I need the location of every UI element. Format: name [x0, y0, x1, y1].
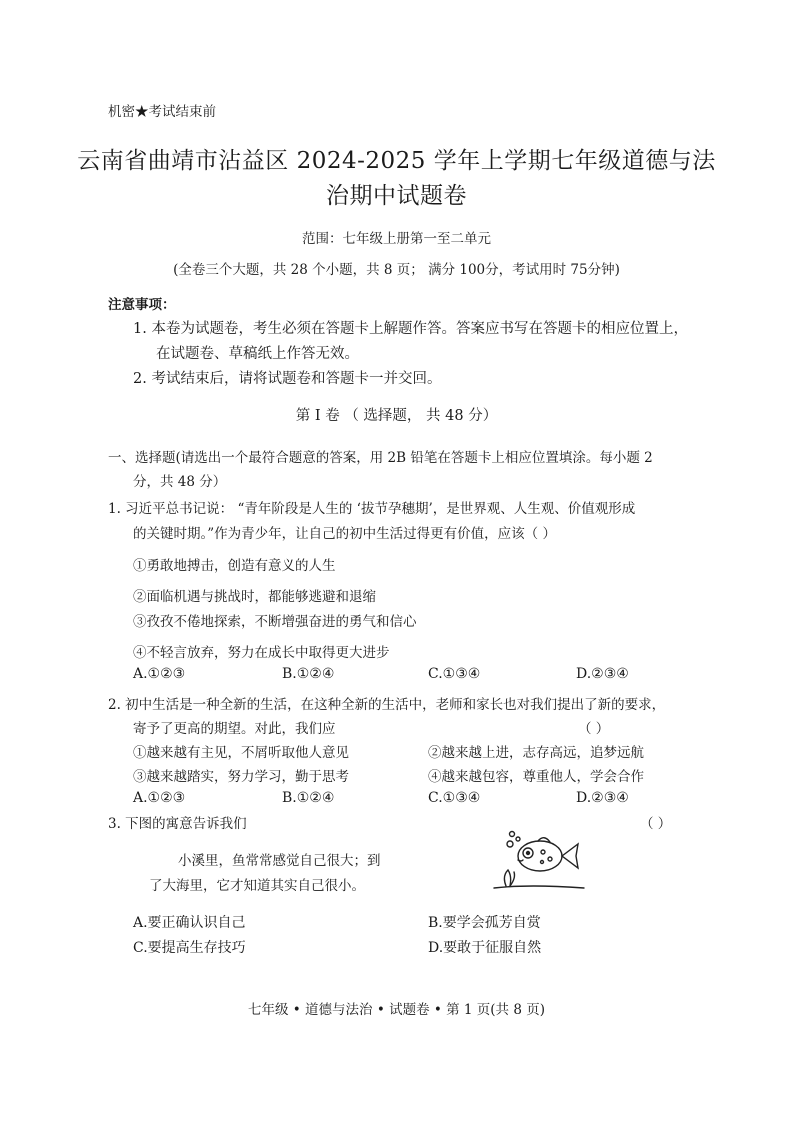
notice-item-1-line1: 1. 本卷为试题卷，考生必须在答题卡上解题作答。答案应书写在答题卡的相应位置上， — [133, 321, 688, 337]
q3-option-b: B.要学会孤芳自赏 — [428, 915, 541, 931]
section-1-title: 第 I 卷 （ 选择题， 共 48 分） — [295, 408, 498, 424]
q2-option-b: B.①②④ — [282, 790, 335, 806]
q2-stem-line1: 2. 初中生活是一种全新的生活，在这种全新的生活中，老师和家长也对我们提出了新的要求， — [108, 697, 666, 713]
q2-item-2: ②越来越上进，志存高远，追梦远航 — [428, 745, 644, 761]
q1-stem-line1: 1. 习近平总书记说： “青年阶段是人生的 ‘拔节孕穗期’，是世界观、人生观、价值观形成 — [108, 501, 636, 517]
exam-title-line2: 治期中试题卷 — [326, 183, 467, 209]
q2-answer-paren: （ ） — [578, 721, 610, 737]
q2-item-1: ①越来越有主见，不屑听取他人意见 — [133, 745, 349, 761]
q1-stem-line2: 的关键时期。”作为青少年，让自己的初中生活过得更有价值，应该（ ） — [133, 526, 556, 542]
secret-label: 机密★考试结束前 — [108, 104, 216, 120]
q3-answer-paren: （ ） — [640, 816, 672, 832]
part-1-instruction-line2: 分，共 48 分） — [133, 474, 227, 490]
q3-stem: 3. 下图的寓意告诉我们 — [108, 816, 247, 832]
q2-option-c: C.①③④ — [428, 790, 481, 806]
q1-option-c: C.①③④ — [428, 666, 481, 682]
q2-option-d: D.②③④ — [576, 790, 629, 806]
q3-option-d: D.要敢于征服自然 — [428, 940, 542, 956]
q1-item-2: ②面临机遇与挑战时，都能够逃避和退缩 — [133, 589, 376, 605]
notice-item-1-line2: 在试题卷、草稿纸上作答无效。 — [156, 346, 359, 362]
q1-option-d: D.②③④ — [576, 666, 629, 682]
q3-caption-line2: 了大海里，它才知道其实自己很小。 — [149, 878, 365, 894]
q1-option-a: A.①②③ — [133, 666, 186, 682]
part-1-instruction-line1: 一、选择题(请选出一个最符合题意的答案，用 2B 铅笔在答题卡上相应位置填涂。每小题 2 — [108, 450, 653, 466]
q1-item-4: ④不轻言放弃，努力在成长中取得更大进步 — [133, 645, 390, 661]
q2-item-4: ④越来越包容，尊重他人，学会合作 — [428, 769, 644, 785]
q2-stem-line2: 寄予了更高的期望。对此，我们应 — [133, 721, 336, 737]
q1-item-1: ①勇敢地搏击，创造有意义的人生 — [133, 558, 336, 574]
q3-option-c: C.要提高生存技巧 — [133, 940, 246, 956]
q1-option-b: B.①②④ — [282, 666, 335, 682]
notice-item-2: 2. 考试结束后，请将试题卷和答题卡一并交回。 — [133, 371, 442, 387]
q2-option-a: A.①②③ — [133, 790, 186, 806]
page-footer: 七年级 • 道德与法治 • 试题卷 • 第 1 页(共 8 页) — [247, 1002, 545, 1018]
notice-heading: 注意事项： — [108, 297, 176, 313]
exam-title-line1: 云南省曲靖市沾益区 2024-2025 学年上学期七年级道德与法 — [77, 148, 716, 174]
q3-caption-line1: 小溪里，鱼常常感觉自己很大；到 — [178, 853, 381, 869]
q3-option-a: A.要正确认识自己 — [133, 915, 246, 931]
q2-item-3: ③越来越踏实，努力学习，勤于思考 — [133, 769, 349, 785]
q1-item-3: ③孜孜不倦地探索，不断增强奋进的勇气和信心 — [133, 614, 417, 630]
fish-illustration — [488, 826, 588, 892]
exam-scope: 范围：七年级上册第一至二单元 — [302, 231, 491, 247]
exam-info: (全卷三个大题，共 28 个小题，共 8 页； 满分 100分，考试用时 75分钟) — [173, 262, 620, 278]
